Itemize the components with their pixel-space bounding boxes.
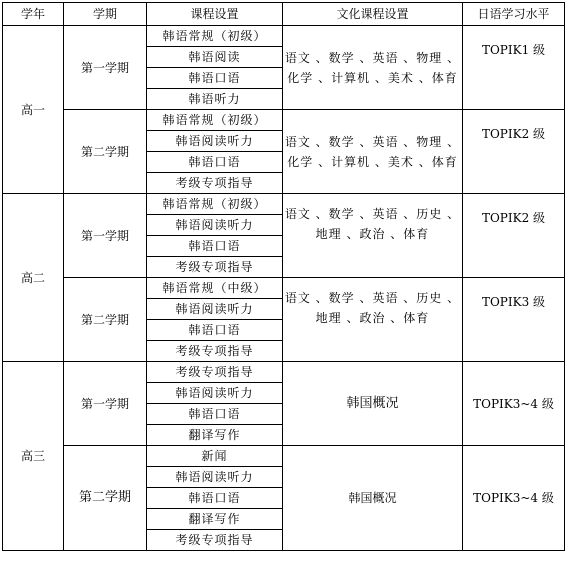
course-cell: 韩语常规（初级）: [147, 194, 283, 215]
course-cell: 韩语常规（中级）: [147, 278, 283, 299]
culture-cell: [283, 110, 463, 194]
table-row: [3, 194, 565, 215]
level-cell: TOPIK2 级: [463, 110, 565, 194]
semester-cell: 第一学期: [64, 362, 147, 446]
level-cell: TOPIK3~4 级: [463, 362, 565, 446]
header-culture-courses: 文化课程设置: [283, 3, 463, 26]
level-cell: TOPIK1 级: [463, 26, 565, 110]
course-cell: 韩语常规（初级）: [147, 110, 283, 131]
semester-cell: 第一学期: [64, 194, 147, 278]
course-cell: 韩语阅读听力: [147, 131, 283, 152]
culture-line: 语文 、数学 、英语 、物理 、: [284, 134, 461, 149]
culture-cell: [283, 26, 463, 110]
table-row: [3, 110, 565, 131]
culture-line: 语文 、数学 、英语 、历史 、: [284, 207, 461, 221]
culture-line: 语文 、数学 、英语 、历史 、: [284, 291, 461, 305]
semester-cell: 第二学期: [64, 278, 147, 362]
course-cell: 新闻: [147, 446, 283, 467]
header-courses: 课程设置: [147, 3, 283, 26]
course-cell: 韩语阅读听力: [147, 215, 283, 236]
semester-cell: 第一学期: [64, 26, 147, 110]
culture-line: 语文 、数学 、英语 、物理 、: [284, 50, 461, 65]
header-row: [3, 3, 565, 26]
course-cell: 翻译写作: [147, 425, 283, 446]
course-cell: 韩语阅读: [147, 47, 283, 68]
course-cell: 韩语口语: [147, 68, 283, 89]
course-cell: 考级专项指导: [147, 530, 283, 551]
culture-cell: [283, 194, 463, 278]
course-cell: 考级专项指导: [147, 362, 283, 383]
year-cell: 高三: [3, 362, 64, 551]
culture-cell: [283, 278, 463, 362]
course-cell: 韩语口语: [147, 152, 283, 173]
table-row: [3, 446, 565, 467]
course-cell: 韩语常规（初级）: [147, 26, 283, 47]
year-cell: 高二: [3, 194, 64, 362]
semester-cell: 第二学期: [64, 446, 147, 551]
culture-line: 化学 、计算机 、美术 、体育: [287, 154, 458, 169]
course-cell: 韩语口语: [147, 404, 283, 425]
curriculum-table: [2, 2, 565, 551]
course-cell: 韩语口语: [147, 488, 283, 509]
course-cell: 考级专项指导: [147, 173, 283, 194]
table-row: [3, 26, 565, 47]
culture-line: 地理 、政治 、体育: [315, 227, 430, 241]
course-cell: 韩语口语: [147, 320, 283, 341]
header-semester: 学期: [64, 3, 147, 26]
course-cell: 韩语口语: [147, 236, 283, 257]
culture-cell: 韩国概况: [283, 362, 463, 446]
level-cell: TOPIK3~4 级: [463, 446, 565, 551]
course-cell: 韩语听力: [147, 89, 283, 110]
year-cell: 高一: [3, 26, 64, 194]
course-cell: 韩语阅读听力: [147, 467, 283, 488]
semester-cell: 第二学期: [64, 110, 147, 194]
course-cell: 考级专项指导: [147, 341, 283, 362]
culture-cell: 韩国概况: [283, 446, 463, 551]
table-row: [3, 362, 565, 383]
course-cell: 韩语阅读听力: [147, 383, 283, 404]
table-row: [3, 278, 565, 299]
header-year: 学年: [3, 3, 64, 26]
header-language-level: 日语学习水平: [463, 3, 565, 26]
culture-line: 地理 、政治 、体育: [315, 311, 430, 325]
level-cell: TOPIK2 级: [463, 194, 565, 278]
level-cell: TOPIK3 级: [463, 278, 565, 362]
culture-line: 化学 、计算机 、美术 、体育: [287, 70, 458, 85]
course-cell: 韩语阅读听力: [147, 299, 283, 320]
course-cell: 翻译写作: [147, 509, 283, 530]
course-cell: 考级专项指导: [147, 257, 283, 278]
